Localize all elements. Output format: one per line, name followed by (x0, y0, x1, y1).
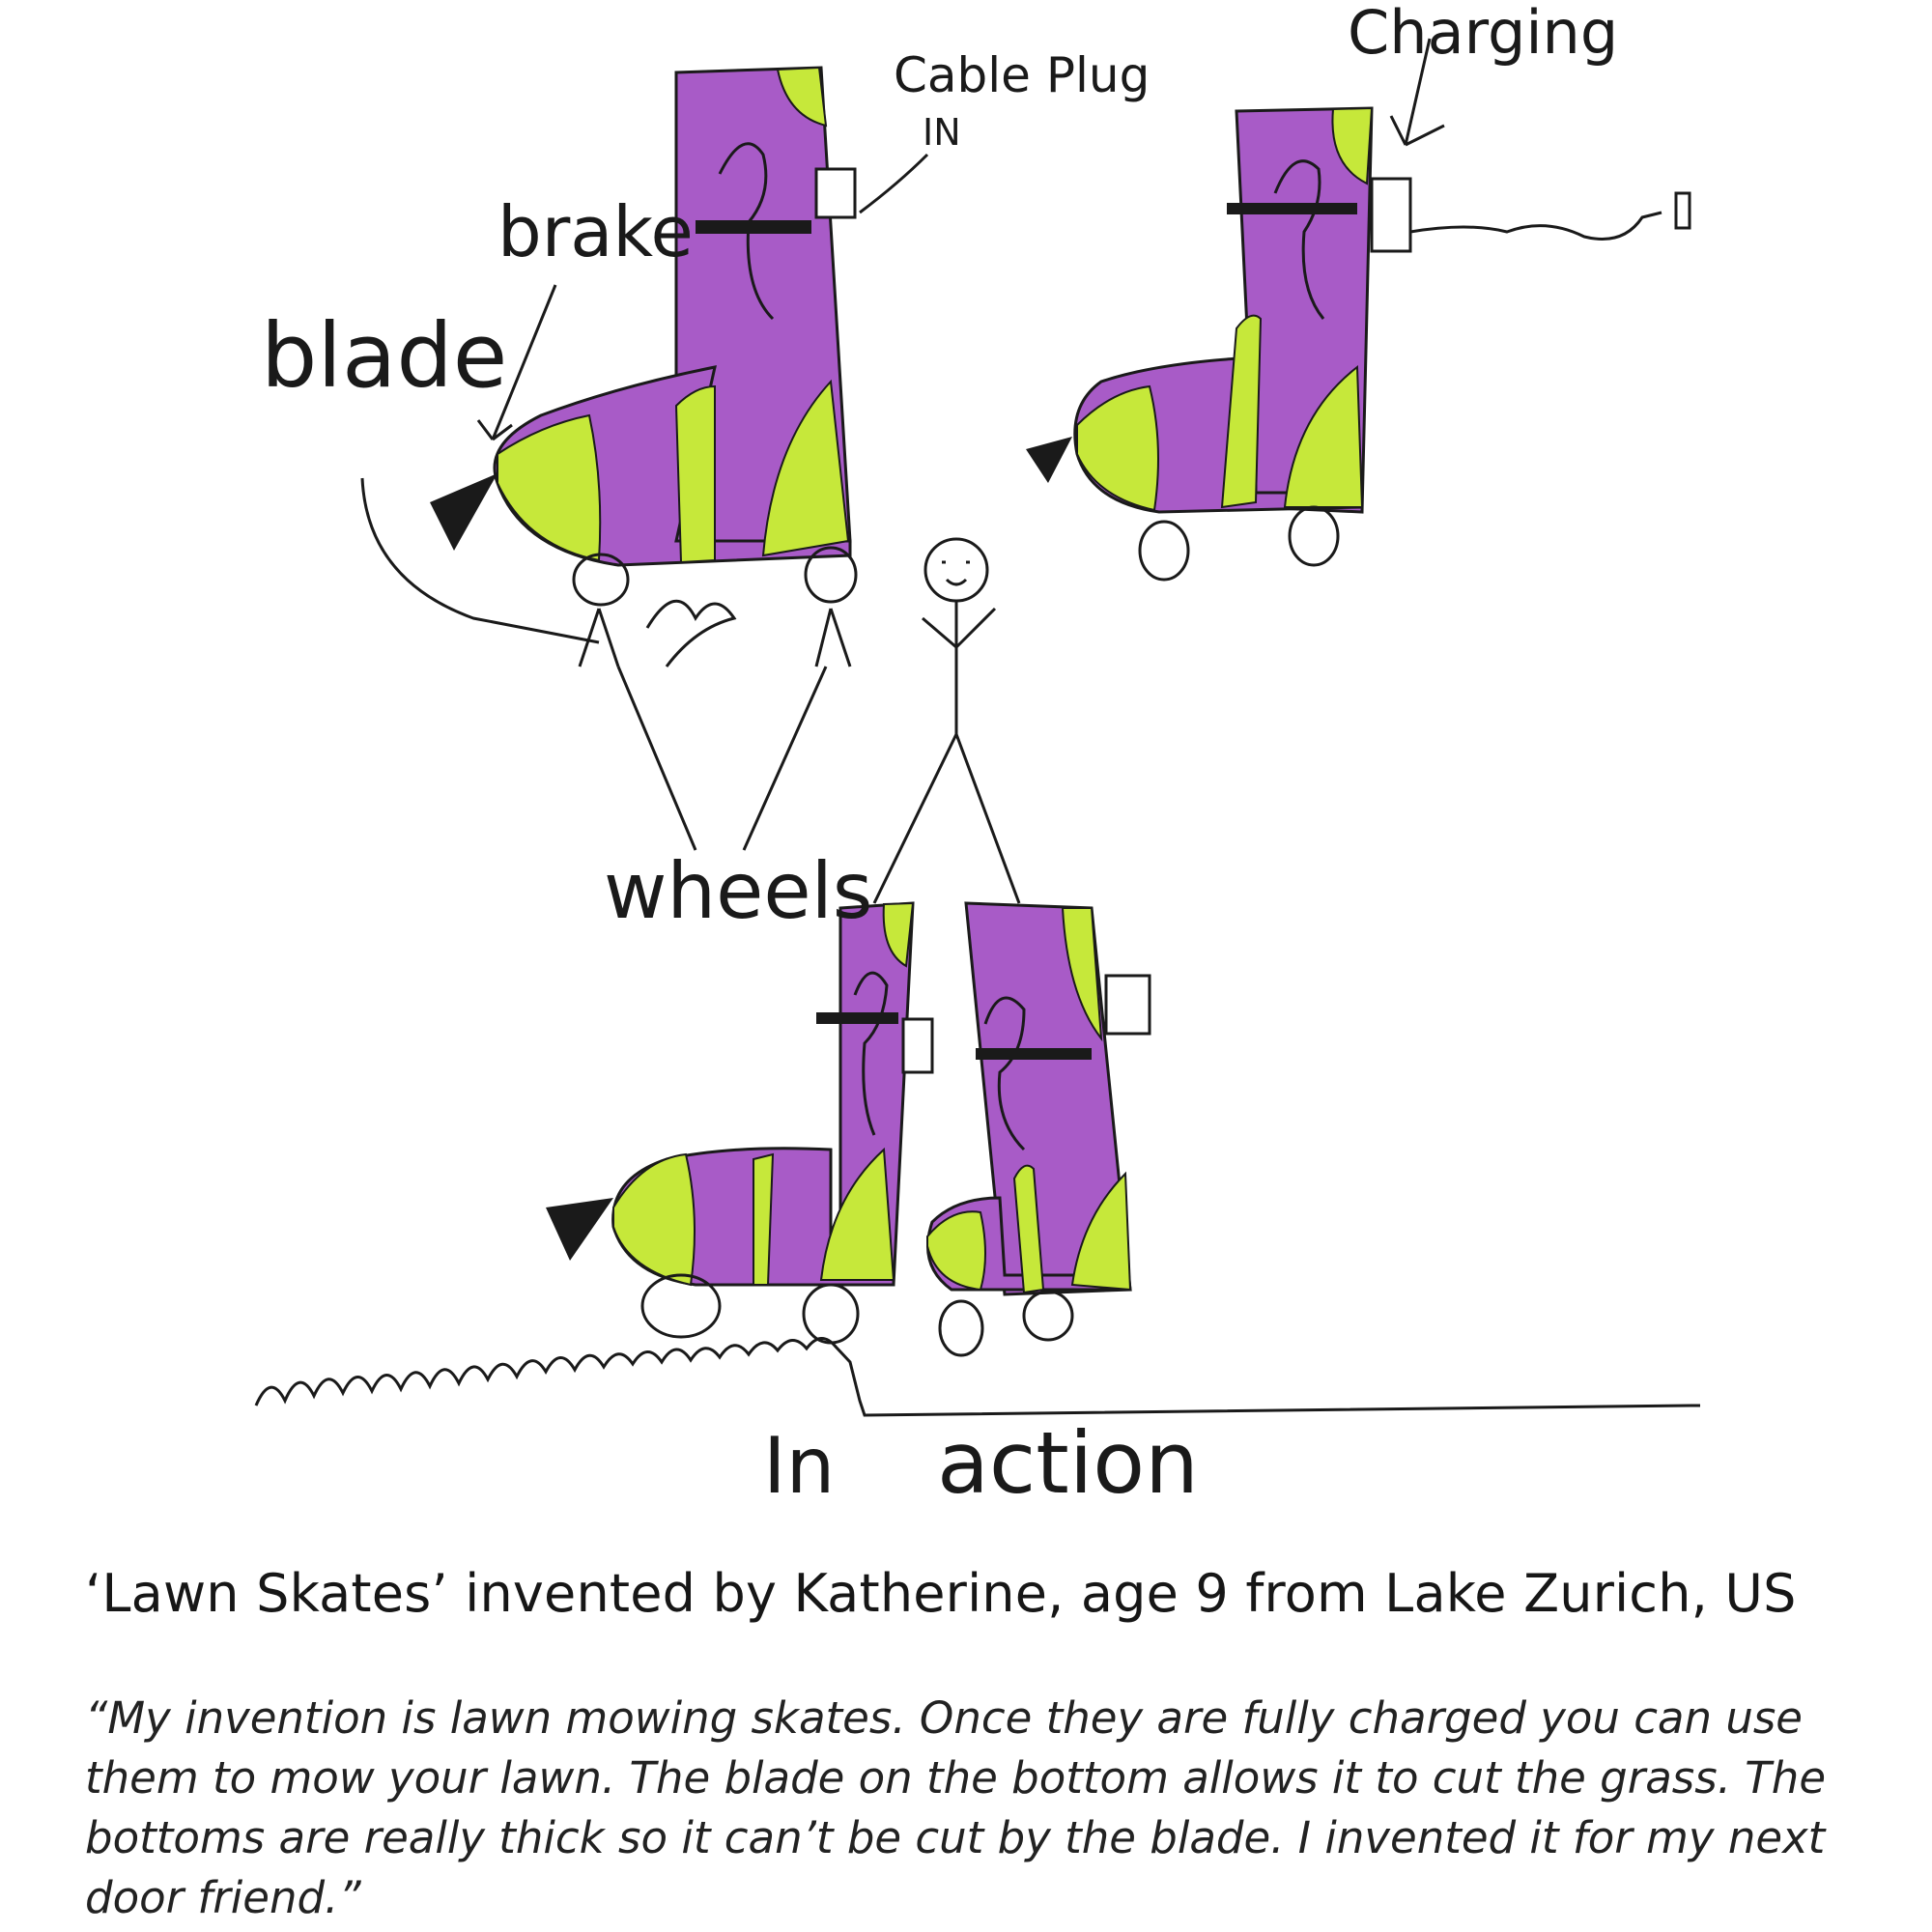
plug-icon (1410, 213, 1662, 240)
skate-icon (927, 903, 1150, 1355)
skate-icon (546, 903, 932, 1343)
label-cable-plug: Cable Plug (894, 47, 1151, 103)
blade-icon (1026, 437, 1072, 483)
wheel-icon (940, 1301, 982, 1355)
wheel-icon (642, 1275, 720, 1337)
label-blade: blade (261, 304, 508, 408)
grass-icon (256, 1338, 1700, 1415)
blade-icon (546, 1198, 613, 1261)
label-action: action (937, 1413, 1199, 1513)
caption-title: ‘Lawn Skates’ invented by Katherine, age 9 from Lake Zurich, US (85, 1563, 1797, 1624)
wheel-icon (1140, 522, 1188, 580)
blade-icon (430, 473, 497, 551)
caption-quote: “My invention is lawn mowing skates. Once they are fully charged you can use them to mow your lawn. The blade on the bottom allows it to cut the grass. The bottoms are really thick so it can’t be cut by the blade. I invented it for my next door friend.” (85, 1692, 1826, 1923)
label-charging: Charging (1348, 0, 1619, 68)
skate-icon (1026, 108, 1410, 580)
wheel-icon (1290, 507, 1338, 565)
label-wheels: wheels (604, 846, 873, 936)
label-in: In (763, 1421, 836, 1511)
stick-figure-icon (923, 539, 995, 734)
wheel-icon (804, 1285, 858, 1343)
label-brake: brake (497, 191, 694, 272)
wheel-icon (1024, 1292, 1072, 1340)
label-cable-plug-in: IN (923, 111, 961, 154)
